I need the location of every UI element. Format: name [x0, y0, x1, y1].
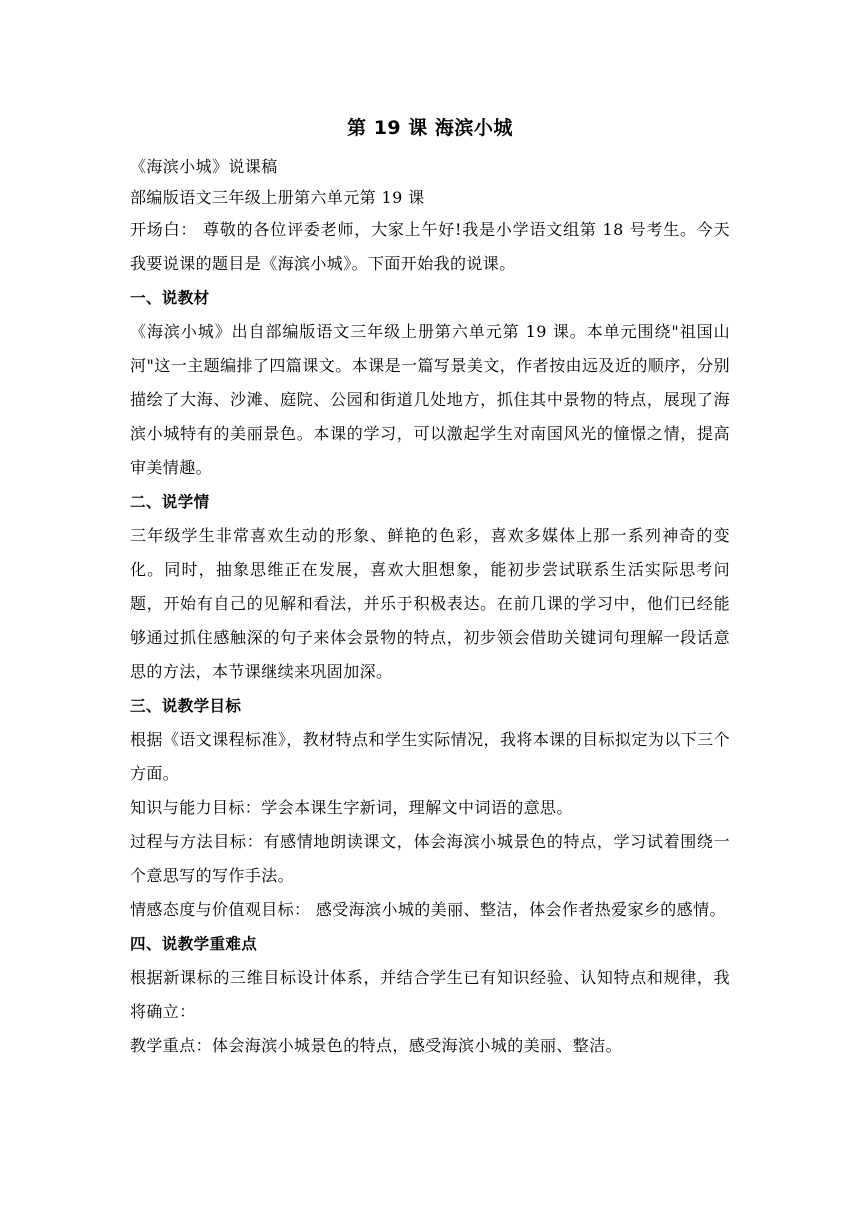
goal-process: 过程与方法目标：有感情地朗读课文，体会海滨小城景色的特点，学习试着围绕一个意思写的写作手法。 [130, 832, 730, 885]
section-heading-goals: 三、说教学目标 [130, 697, 242, 715]
opening-paragraph: 开场白： 尊敬的各位评委老师，大家上午好!我是小学语文组第 18 号考生。今天我要说课的题目是《海滨小城》。下面开始我的说课。 [130, 220, 730, 273]
section-heading-textbook: 一、说教材 [130, 289, 210, 307]
page-title: 第 19 课 海滨小城 [347, 117, 513, 139]
key-point-teaching: 教学重点：体会海滨小城景色的特点，感受海滨小城的美丽、整洁。 [130, 1036, 623, 1055]
subtitle-textbook-info: 部编版语文三年级上册第六单元第 19 课 [130, 188, 425, 207]
goal-emotion: 情感态度与价值观目标： 感受海滨小城的美丽、整洁，体会作者热爱家乡的感情。 [130, 900, 726, 919]
section-body-students: 三年级学生非常喜欢生动的形象、鲜艳的色彩，喜欢多媒体上那一系列神奇的变化。同时，抽象思维正在发展，喜欢大胆想象，能初步尝试联系生活实际思考问题，开始有自己的见解和看法，并乐于积极表达。在前几课的学习中，他们已经能够通过抓住感触深的句子来体会景物的特点，初步领会借助关键词句理解一段话意思的方法，本节课继续来巩固加深。 [130, 526, 730, 681]
goal-knowledge: 知识与能力目标：学会本课生字新词，理解文中词语的意思。 [130, 798, 573, 817]
subtitle-speech-draft: 《海滨小城》说课稿 [130, 157, 278, 176]
section-body-textbook: 《海滨小城》出自部编版语文三年级上册第六单元第 19 课。本单元围绕"祖国山河"这一主题编排了四篇课文。本课是一篇写景美文，作者按由远及近的顺序，分别描绘了大海、沙滩、庭院、公园和街道几处地方，抓住其中景物的特点，展现了海滨小城特有的美丽景色。本课的学习，可以激起学生对南国风光的憧憬之情，提高审美情趣。 [130, 322, 730, 477]
key-points-intro: 根据新课标的三维目标设计体系，并结合学生已有知识经验、认知特点和规律，我将确立： [130, 968, 730, 1021]
section-heading-key-points: 四、说教学重难点 [130, 935, 258, 953]
document-body [130, 113, 730, 1063]
section-heading-students: 二、说学情 [130, 493, 210, 511]
goals-intro: 根据《语文课程标准》，教材特点和学生实际情况，我将本课的目标拟定为以下三个方面。 [130, 730, 730, 783]
